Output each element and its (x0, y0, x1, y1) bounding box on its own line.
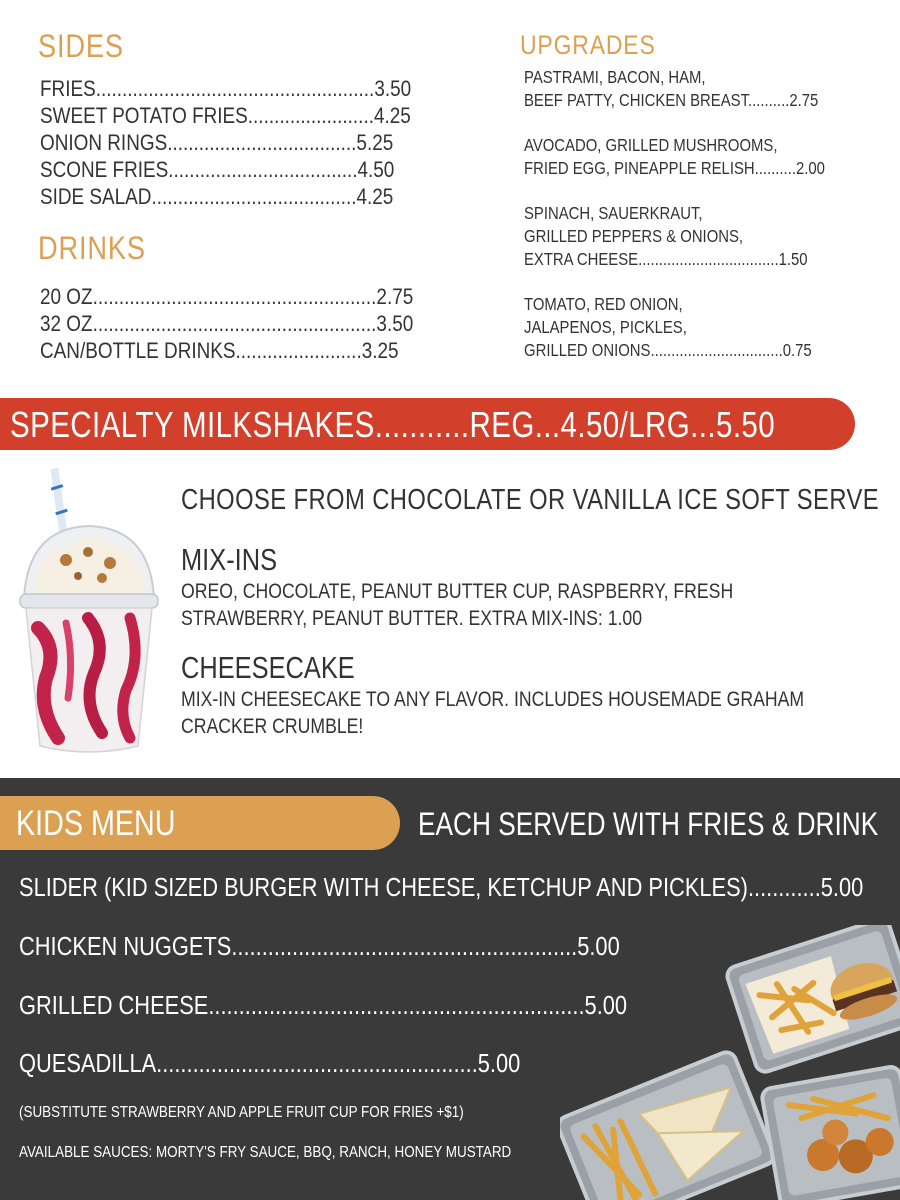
cheesecake-line: MIX-IN CHEESECAKE TO ANY FLAVOR. INCLUDES HOUSEMADE GRAHAM (181, 688, 805, 711)
mixins-line: STRAWBERRY, PEANUT BUTTER. EXTRA MIX-INS: 1.00 (181, 607, 643, 630)
drinks-item-can-bottle: CAN/BOTTLE DRINKS........................3.25 (40, 338, 399, 363)
drinks-list (40, 283, 474, 364)
sides-item-sweet-potato-fries: SWEET POTATO FRIES........................4.25 (40, 103, 411, 128)
upgrade-group-veggies (524, 202, 878, 271)
upgrade-line: FRIED EGG, PINEAPPLE RELISH..........2.00 (524, 158, 825, 178)
milkshakes-banner (0, 398, 855, 450)
upgrade-line: AVOCADO, GRILLED MUSHROOMS, (524, 135, 778, 155)
kids-subtitle: EACH SERVED WITH FRIES & DRINK (418, 806, 879, 842)
upgrade-group-toppings (524, 293, 878, 362)
upgrade-line: SPINACH, SAUERKRAUT, (524, 203, 703, 223)
upgrade-group-meats (524, 66, 878, 112)
upgrades-heading: UPGRADES (520, 30, 656, 60)
cheesecake-heading: CHEESECAKE (181, 650, 355, 685)
sides-heading: SIDES (38, 28, 124, 64)
cheesecake-line: CRACKER CRUMBLE! (181, 715, 364, 738)
kids-item-grilled-cheese: GRILLED CHEESE..............................................................5.00 (19, 990, 628, 1020)
kids-heading: KIDS MENU (16, 804, 176, 843)
cheesecake-description (181, 686, 804, 740)
upgrade-line: TOMATO, RED ONION, (524, 294, 683, 314)
kids-substitution-note: (SUBSTITUTE STRAWBERRY AND APPLE FRUIT CUP FOR FRIES +$1) (19, 1104, 464, 1121)
upgrades-list (524, 66, 878, 384)
sides-item-fries: FRIES.....................................................3.50 (40, 76, 412, 101)
kids-item-slider: SLIDER (KID SIZED BURGER WITH CHEESE, KETCHUP AND PICKLES)............5.00 (19, 872, 864, 902)
upgrade-line: PASTRAMI, BACON, HAM, (524, 67, 706, 87)
kids-item-quesadilla: QUESADILLA.....................................................5.00 (19, 1048, 521, 1078)
upgrade-line: BEEF PATTY, CHICKEN BREAST..........2.75 (524, 90, 819, 110)
drinks-item-32oz: 32 OZ......................................................3.50 (40, 311, 414, 336)
upgrade-line: GRILLED PEPPERS & ONIONS, (524, 226, 744, 246)
kids-banner (0, 796, 400, 850)
mixins-description (181, 578, 733, 632)
kids-food-image (560, 925, 900, 1200)
sides-item-onion-rings: ONION RINGS....................................5.25 (40, 130, 394, 155)
upgrade-line: EXTRA CHEESE..................................1.50 (524, 249, 808, 269)
kids-sauces-note: AVAILABLE SAUCES: MORTY'S FRY SAUCE, BBQ, RANCH, HONEY MUSTARD (19, 1144, 512, 1161)
mixins-heading: MIX-INS (181, 542, 278, 577)
upgrade-line: JALAPENOS, PICKLES, (524, 317, 687, 337)
sides-list (40, 75, 472, 210)
upgrade-line: GRILLED ONIONS................................0.75 (524, 340, 812, 360)
sides-item-side-salad: SIDE SALAD.......................................4.25 (40, 184, 394, 209)
upgrade-group-premium (524, 134, 878, 180)
drinks-item-20oz: 20 OZ......................................................2.75 (40, 284, 414, 309)
sides-item-scone-fries: SCONE FRIES....................................4.50 (40, 157, 395, 182)
kids-item-chicken-nuggets: CHICKEN NUGGETS.........................................................5.00 (19, 931, 620, 961)
mixins-line: OREO, CHOCOLATE, PEANUT BUTTER CUP, RASPBERRY, FRESH (181, 580, 734, 603)
milkshakes-banner-text: SPECIALTY MILKSHAKES...........REG...4.50/LRG...5.50 (10, 404, 776, 445)
milkshake-image (18, 468, 160, 758)
drinks-heading: DRINKS (38, 230, 146, 266)
milkshake-base-choice: CHOOSE FROM CHOCOLATE OR VANILLA ICE SOFT SERVE (181, 484, 880, 516)
